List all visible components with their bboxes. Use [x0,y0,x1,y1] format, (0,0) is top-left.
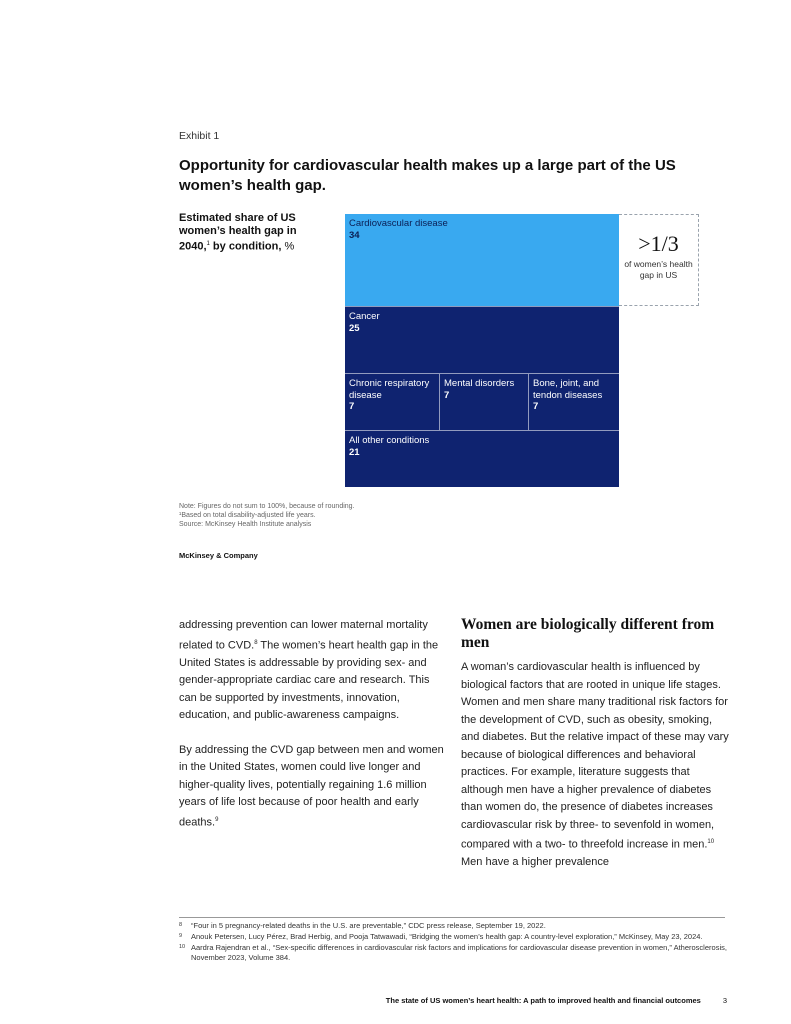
paragraph: A woman’s cardiovascular health is influenced by biological factors that are rooted in unique life stages. Women and men share many traditional risk factors for the development of CVD, such as obesity, smoking, and diabetes. But the relative impact of these may vary because of biological differences and behavioral practices. For example, literature suggests that although men have a higher prevalence of diabetes than women do, the presence of diabetes increases cardiovascular risk by three- to sevenfold in women, compared with a two- to threefold increase in men.$^{10}$ Men have a higher prevalence [461,661,729,869]
treemap-cell-value: 25 [349,322,360,334]
treemap-cell-value: 7 [444,389,450,401]
treemap-cell-value: 7 [533,401,539,412]
footnotes [179,921,729,964]
note-line: Source: McKinsey Health Institute analysis [179,521,312,528]
footer-title: The state of US women’s heart health: A path to improved health and financial outcomes [385,996,701,1005]
page-footer [386,996,727,1005]
treemap-cell [345,214,619,306]
treemap-cell [439,373,528,430]
treemap-cell-label: All other conditions [349,435,430,446]
callout-fraction: >1/3 [638,231,679,256]
treemap-cell-label: Bone, joint, and tendon diseases [533,378,603,401]
treemap-cell-value: 7 [349,401,355,412]
treemap-cell [345,373,439,430]
footnote-divider [179,917,725,918]
callout-box [619,214,699,306]
exhibit-title: Opportunity for cardiovascular health makes up a large part of the US women’s health gap. [179,157,676,194]
treemap-cell-value: 21 [349,446,360,458]
chart-legend-label: Estimated share of US women’s health gap in 2040,$^1$ by condition, % [179,212,297,253]
treemap-cell-label: Mental disorders [444,378,515,389]
paragraph: addressing prevention can lower maternal mortality related to CVD.$^8$ The women’s heart health gap in the United States is addressable by providing sex- and gender-appropriate cardiac care and research. This can be supported by investments, innovation, education, and public-awareness campaigns. [179,619,439,722]
treemap-cell-label: Cancer [349,311,380,322]
treemap-cell-label: Cardiovascular disease [349,218,448,229]
treemap-cell [345,430,619,487]
treemap-cell-value: 34 [349,229,360,241]
exhibit-label: Exhibit 1 [179,130,220,142]
callout-caption: of women’s health gap in US [624,259,693,280]
left-column [179,617,449,849]
paragraph: By addressing the CVD gap between men and women in the United States, women could live longer and higher-quality lives, potentially regaining 1.6 million years of life lost because of poor health and early deaths.$^9$ [179,743,444,829]
brand-logo-text: McKinsey & Company [179,551,258,560]
note-line: ¹Based on total disability-adjusted life years. [179,512,316,519]
page-number: 3 [722,996,727,1005]
chart-notes [179,502,355,529]
right-column [461,616,731,872]
footnote: 10 Aardra Rajendran et al., “Sex-specific differences in cardiovascular risk factors and implications for cardiovascular disease prevention in women,” Atherosclerosis, November 2023, Volume 384. [179,943,727,962]
treemap-cell [528,373,619,430]
note-line: Note: Figures do not sum to 100%, because of rounding. [179,503,355,510]
treemap-cell-label: Chronic respiratory disease [349,378,430,401]
treemap-cell [345,306,619,373]
section-heading: Women are biologically different from men [461,616,715,651]
footnote: 8 “Four in 5 pregnancy-related deaths in the U.S. are preventable,” CDC press release, September 19, 2022. [179,921,546,930]
footnote: 9 Anouk Petersen, Lucy Pérez, Brad Herbig, and Pooja Tatwawadi, “Bridging the women’s health gap: A country-level exploration,” McKinsey, May 23, 2024. [179,932,703,941]
